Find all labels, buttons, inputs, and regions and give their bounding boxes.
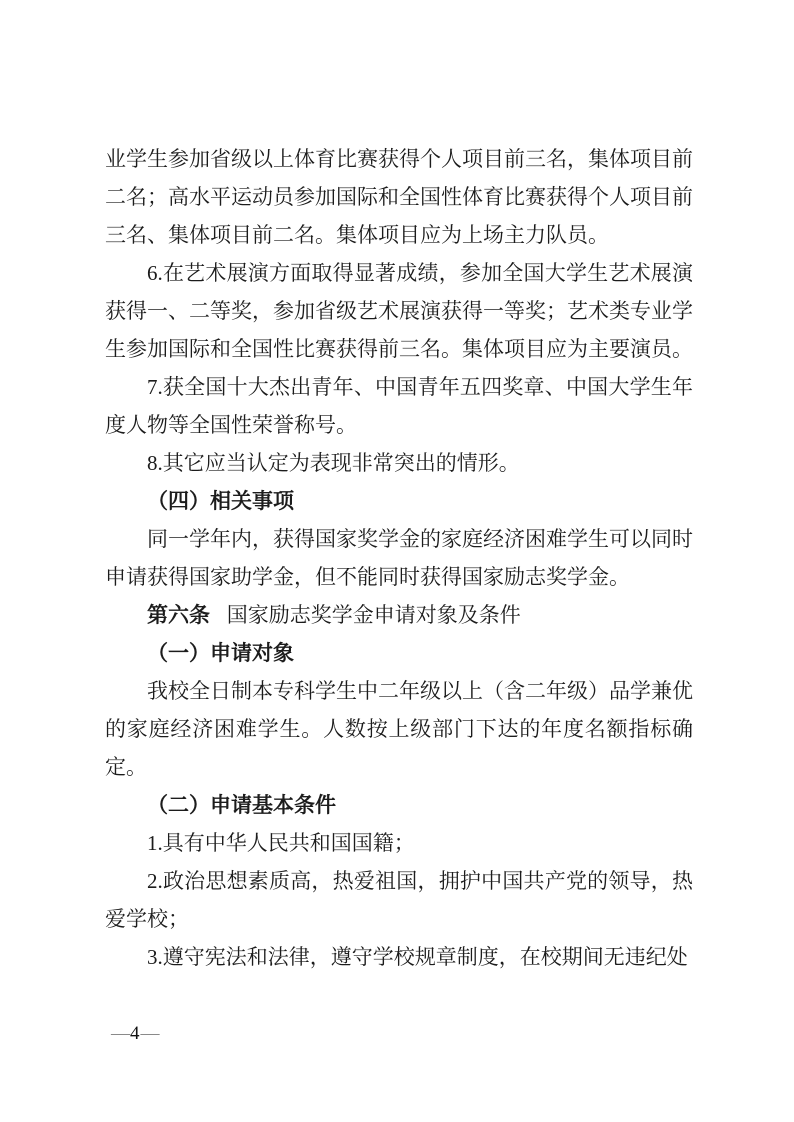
article-6-title: 国家励志奖学金申请对象及条件: [226, 603, 521, 627]
paragraph-application-target-body: 我校全日制本专科学生中二年级以上（含二年级）品学兼优的家庭经济困难学生。人数按上级部门下达的年度名额指标确定。: [105, 679, 693, 779]
section-heading-application-target: （一）申请对象: [147, 641, 294, 665]
paragraph-item-7-honor-titles: 7.获全国十大杰出青年、中国青年五四奖章、中国大学生年度人物等全国性荣誉称号。: [105, 375, 693, 437]
paragraph-item-8-other-cases: 8.其它应当认定为表现非常突出的情形。: [147, 451, 520, 475]
paragraph-item-6-art-achievements: 6.在艺术展演方面取得显著成绩，参加全国大学生艺术展演获得一、二等奖，参加省级艺术展演获得一等奖；艺术类专业学生参加国际和全国性比赛获得前三名。集体项目应为主要演员。: [105, 261, 693, 361]
document-body: [105, 140, 693, 976]
paragraph-sports-awards-continuation: 业学生参加省级以上体育比赛获得个人项目前三名，集体项目前二名；高水平运动员参加国际和全国性体育比赛获得个人项目前三名、集体项目前二名。集体项目应为上场主力队员。: [105, 147, 693, 247]
page-number: 4: [130, 1023, 140, 1044]
paragraph-related-matters-body: 同一学年内，获得国家奖学金的家庭经济困难学生可以同时申请获得国家助学金，但不能同时获得国家励志奖学金。: [105, 527, 693, 589]
footer-dash-right: —: [140, 1023, 159, 1044]
paragraph-condition-3-law: 3.遵守宪法和法律，遵守学校规章制度，在校期间无违纪处: [147, 945, 688, 969]
article-6-number: 第六条: [147, 603, 210, 627]
article-6-line: [105, 596, 693, 634]
paragraph-condition-1-nationality: 1.具有中华人民共和国国籍；: [147, 831, 415, 855]
section-heading-related-matters: （四）相关事项: [147, 489, 294, 513]
footer-dash-left: —: [111, 1023, 129, 1044]
paragraph-condition-2-political: 2.政治思想素质高，热爱祖国，拥护中国共产党的领导，热爱学校；: [105, 869, 693, 931]
section-heading-basic-conditions: （二）申请基本条件: [147, 793, 336, 817]
page-footer: [111, 1022, 159, 1046]
